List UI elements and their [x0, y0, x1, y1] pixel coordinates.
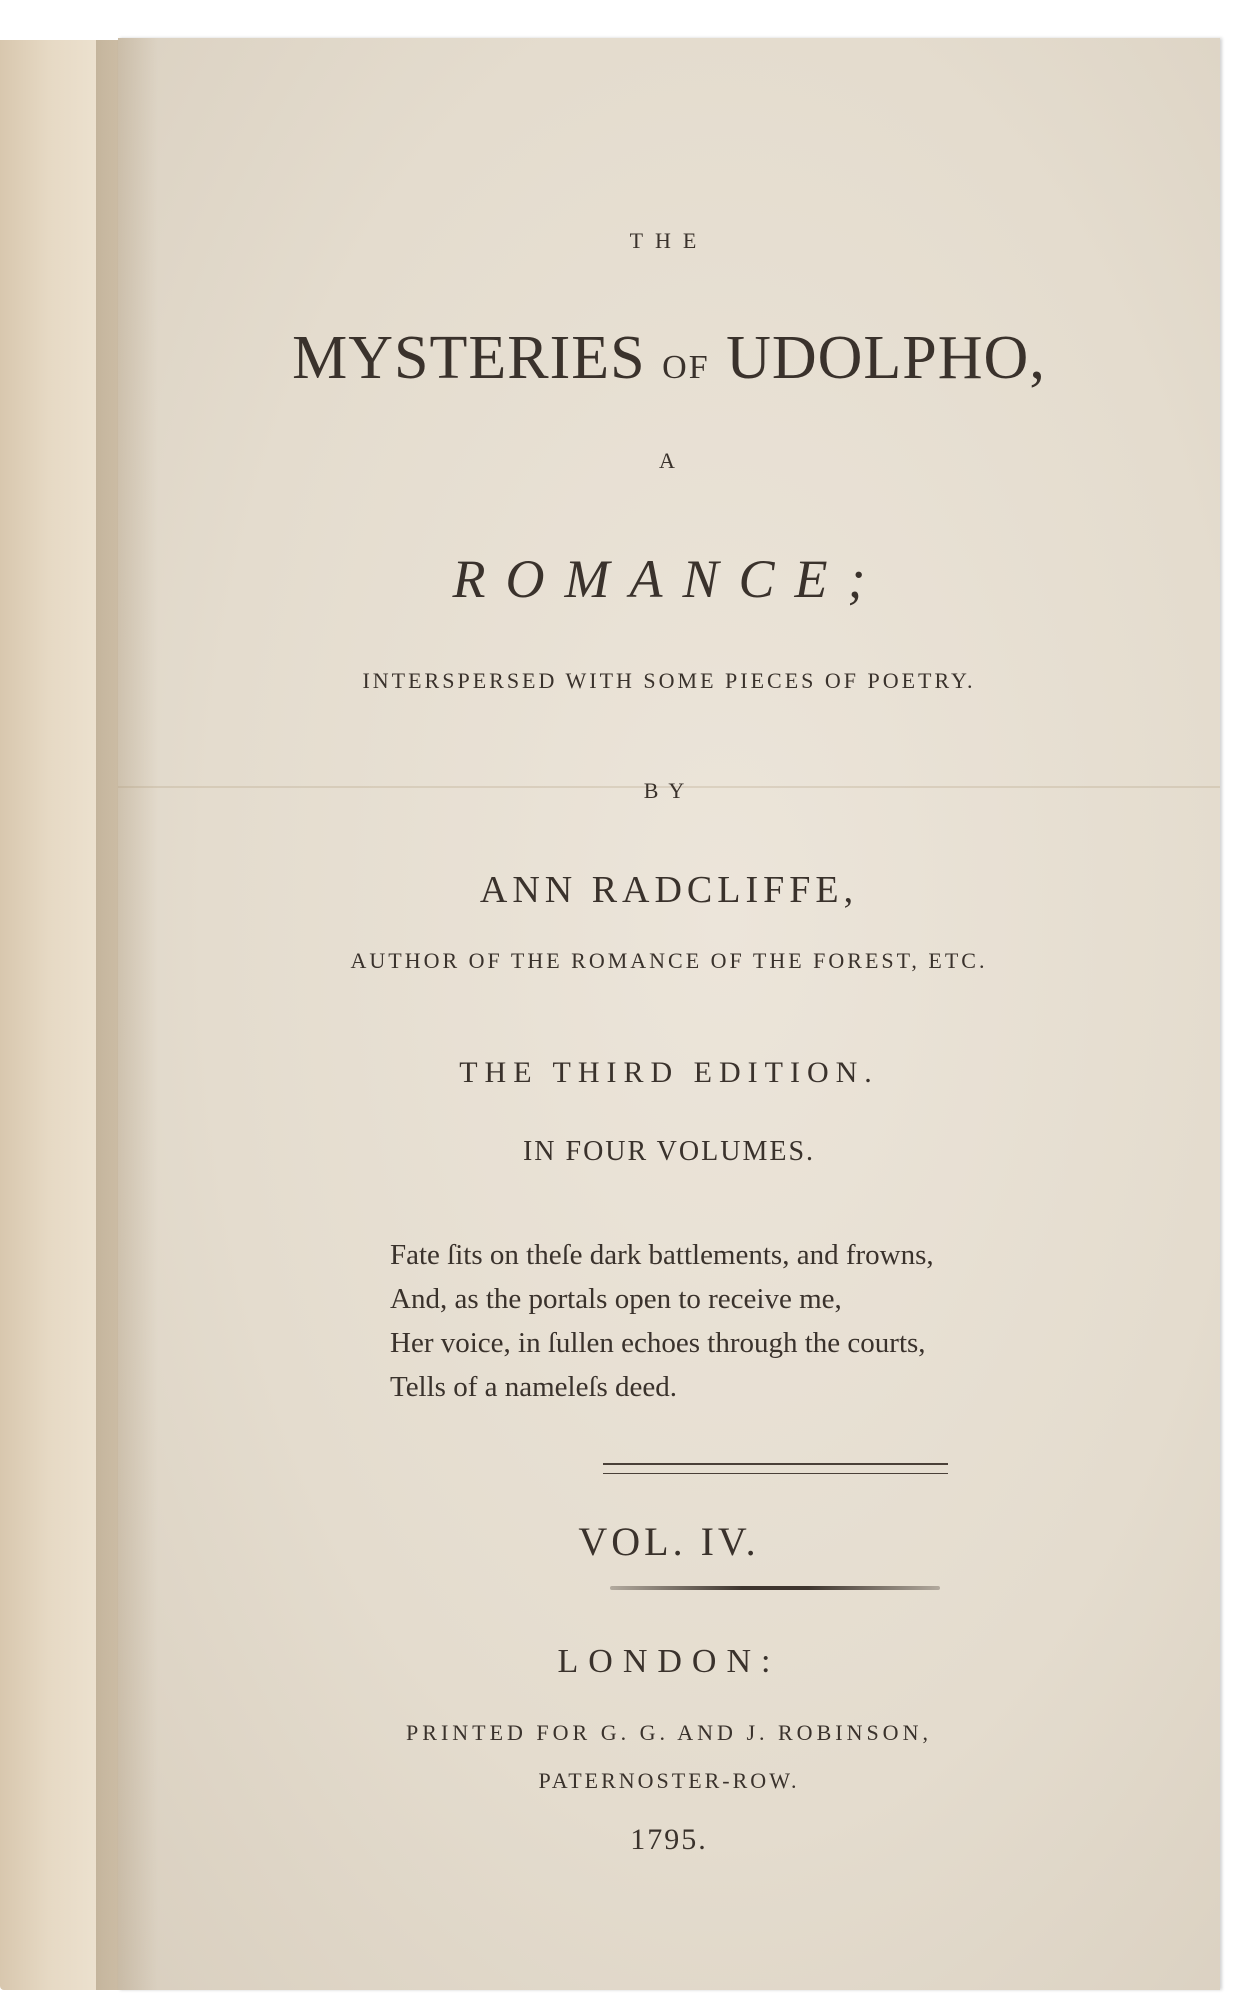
title-of: OF	[662, 349, 710, 386]
author-name: ANN RADCLIFFE,	[479, 869, 859, 911]
volume-count: IN FOUR VOLUMES.	[522, 1136, 816, 1167]
title-part-1: MYSTERIES	[292, 324, 663, 392]
edition: THE THIRD EDITION.	[459, 1056, 879, 1089]
by-line: BY	[643, 778, 695, 803]
epigraph-line: And, as the portals open to receive me,	[390, 1283, 842, 1315]
epigraph	[390, 1233, 1090, 1409]
volume-number: VOL. IV.	[578, 1519, 760, 1564]
title-part-2: UDOLPHO,	[709, 324, 1046, 392]
epigraph-line: Fate ſits on theſe dark battlements, and frowns,	[390, 1239, 934, 1271]
author-credit: AUTHOR OF THE ROMANCE OF THE FOREST, ETC.	[350, 948, 988, 973]
imprint-printer: PRINTED FOR G. G. AND J. ROBINSON,	[406, 1720, 932, 1745]
imprint-street: PATERNOSTER-ROW.	[538, 1768, 800, 1793]
double-rule	[603, 1463, 948, 1474]
title-the: THE	[629, 228, 709, 253]
title-article: A	[659, 448, 679, 473]
subtitle: INTERSPERSED WITH SOME PIECES OF POETRY.	[362, 668, 976, 693]
epigraph-line: Tells of a nameleſs deed.	[390, 1371, 678, 1403]
thick-rule	[610, 1586, 940, 1590]
epigraph-line: Her voice, in ſullen echoes through the courts,	[390, 1327, 926, 1359]
book-title	[118, 323, 1220, 394]
title-page	[118, 38, 1220, 1990]
genre-heading: ROMANCE;	[452, 549, 886, 609]
imprint-place: LONDON:	[557, 1643, 781, 1680]
imprint-year: 1795.	[630, 1823, 708, 1856]
